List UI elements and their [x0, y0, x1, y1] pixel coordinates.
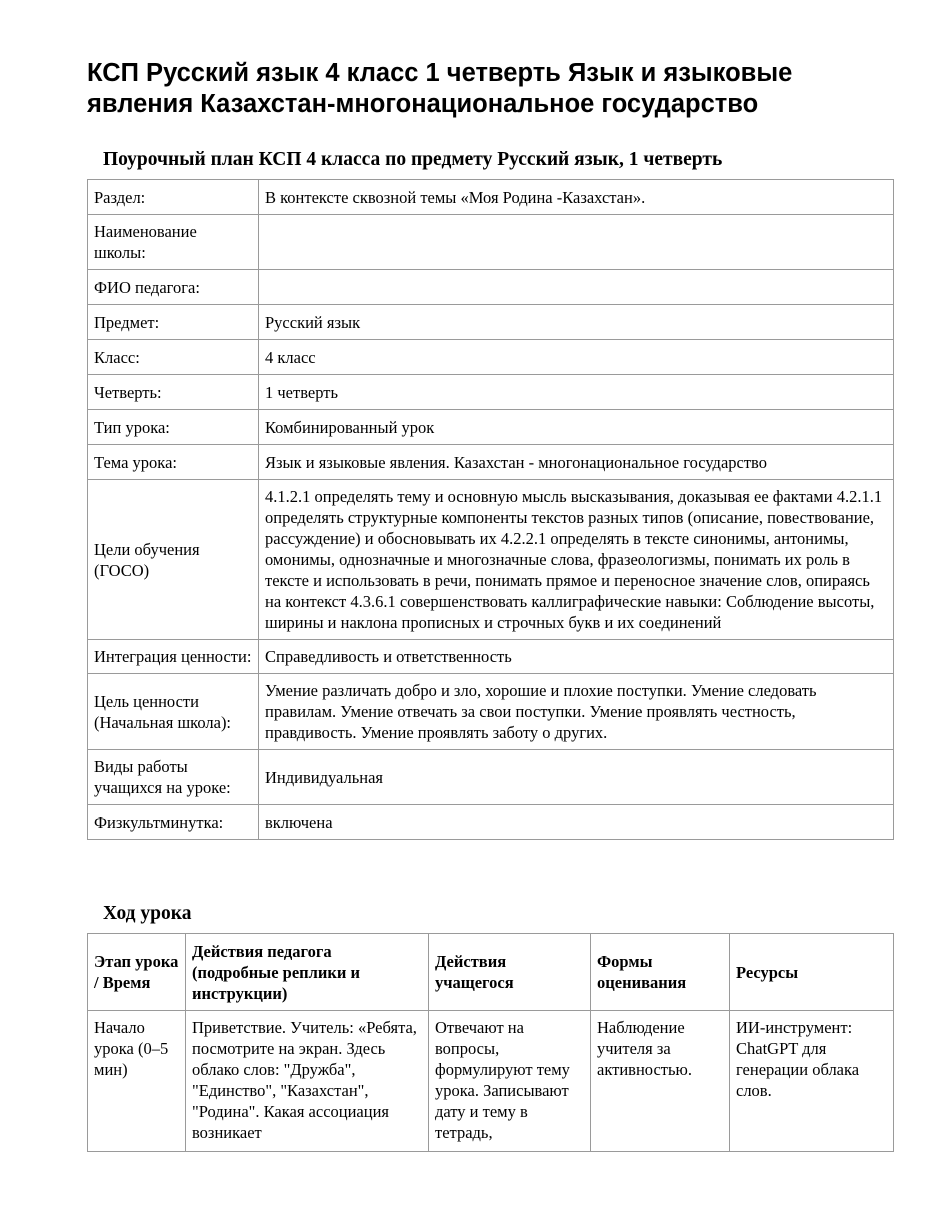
table-row — [88, 215, 894, 270]
row-label: Предмет: — [88, 305, 259, 340]
row-label: Раздел: — [88, 180, 259, 215]
row-label: Физкультминутка: — [88, 805, 259, 840]
cell-teacher-actions: Приветствие. Учитель: «Ребята, посмотрите на экран. Здесь облако слов: "Дружба", "Единство", "Казахстан", "Родина". Какая ассоциация возникает — [186, 1011, 429, 1152]
cell-resources: ИИ-инструмент: ChatGPT для генерации облака слов. — [730, 1011, 894, 1152]
column-header-student-actions: Действия учащегося — [429, 934, 591, 1011]
row-value: 4 класс — [259, 340, 894, 375]
table-row — [88, 750, 894, 805]
table-row — [88, 340, 894, 375]
column-header-teacher-actions: Действия педагога (подробные реплики и инструкции) — [186, 934, 429, 1011]
row-value: 4.1.2.1 определять тему и основную мысль высказывания, доказывая ее фактами 4.2.1.1 определять структурные компоненты текстов разных типов (описание, повествование, рассуждение) и обосновывать их 4.2.2.1 определять в тексте синонимы, антонимы, омонимы, однозначные и многозначные слова, фразеологизмы, понимать их роль в тексте и использовать в речи, понимать прямое и переносное значение слов, опираясь на контекст 4.3.6.1 совершенствовать каллиграфические навыки: Соблюдение высоты, ширины и наклона прописных и строчных букв и их соединений — [259, 480, 894, 640]
table-row — [88, 480, 894, 640]
row-value: Справедливость и ответственность — [259, 640, 894, 674]
lesson-plan-table — [87, 179, 894, 840]
row-value: Индивидуальная — [259, 750, 894, 805]
plan-heading: Поурочный план КСП 4 класса по предмету Русский язык, 1 четверть — [103, 149, 723, 170]
cell-student-actions: Отвечают на вопросы, формулируют тему урока. Записывают дату и тему в тетрадь, — [429, 1011, 591, 1152]
cell-stage: Начало урока (0–5 мин) — [88, 1011, 186, 1152]
table-row — [88, 410, 894, 445]
table-row — [88, 1011, 894, 1152]
row-value: 1 четверть — [259, 375, 894, 410]
table-row — [88, 305, 894, 340]
column-header-assessment: Формы оценивания — [591, 934, 730, 1011]
row-value: В контексте сквозной темы «Моя Родина -Казахстан». — [259, 180, 894, 215]
lesson-flow-table — [87, 933, 894, 1152]
row-value: Умение различать добро и зло, хорошие и плохие поступки. Умение следовать правилам. Умение отвечать за свои поступки. Умение проявлять честность, правдивость. Умение проявлять заботу о других. — [259, 674, 894, 750]
row-label: Четверть: — [88, 375, 259, 410]
row-label: Тема урока: — [88, 445, 259, 480]
row-value: Русский язык — [259, 305, 894, 340]
row-value: включена — [259, 805, 894, 840]
row-label: Цели обучения (ГОСО) — [88, 480, 259, 640]
table-row — [88, 445, 894, 480]
row-label: ФИО педагога: — [88, 270, 259, 305]
table-row — [88, 805, 894, 840]
table-header-row — [88, 934, 894, 1011]
row-label: Тип урока: — [88, 410, 259, 445]
column-header-resources: Ресурсы — [730, 934, 894, 1011]
lesson-flow-heading: Ход урока — [103, 903, 192, 924]
row-label: Цель ценности (Начальная школа): — [88, 674, 259, 750]
row-label: Класс: — [88, 340, 259, 375]
table-row — [88, 640, 894, 674]
row-label: Наименование школы: — [88, 215, 259, 270]
table-row — [88, 180, 894, 215]
row-value — [259, 270, 894, 305]
table-row — [88, 375, 894, 410]
row-value: Язык и языковые явления. Казахстан - многонациональное государство — [259, 445, 894, 480]
cell-assessment: Наблюдение учителя за активностью. — [591, 1011, 730, 1152]
row-label: Интеграция ценности: — [88, 640, 259, 674]
row-value — [259, 215, 894, 270]
table-row — [88, 674, 894, 750]
table-row — [88, 270, 894, 305]
row-label: Виды работы учащихся на уроке: — [88, 750, 259, 805]
column-header-stage: Этап урока / Время — [88, 934, 186, 1011]
document-title: КСП Русский язык 4 класс 1 четверть Язык и языковые явления Казахстан-многонациональное государство — [87, 59, 793, 118]
row-value: Комбинированный урок — [259, 410, 894, 445]
